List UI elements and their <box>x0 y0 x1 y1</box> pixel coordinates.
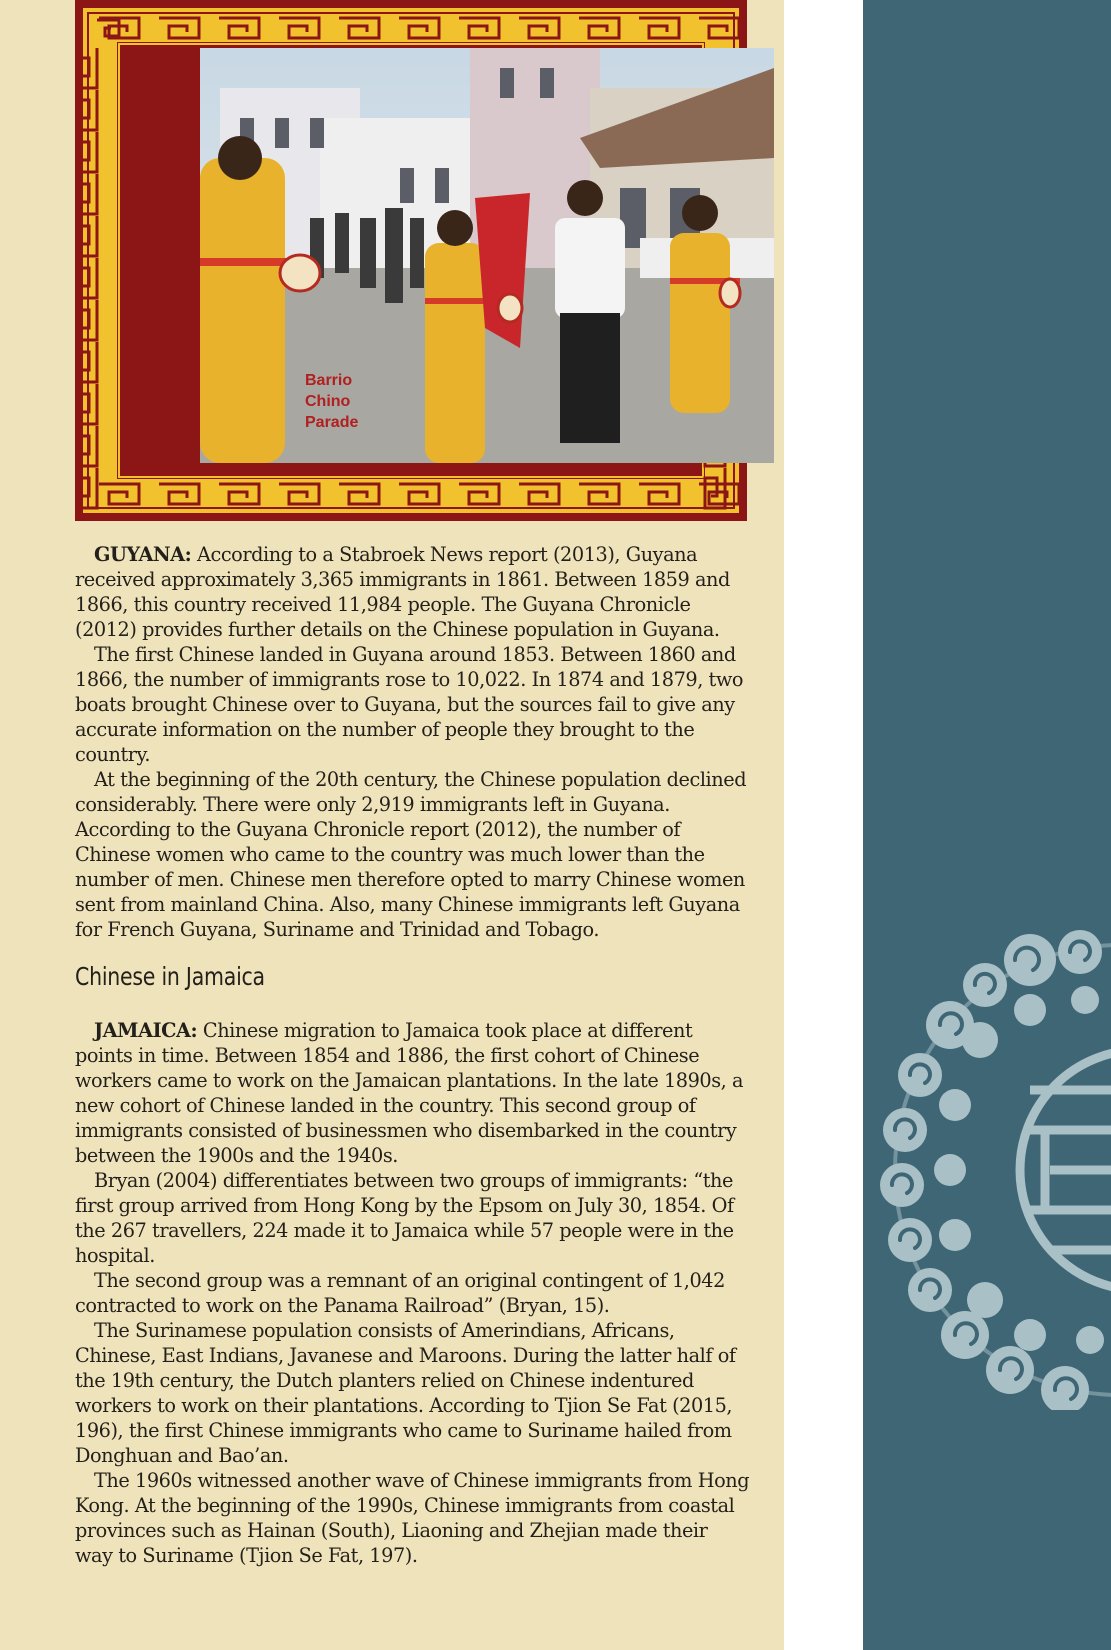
paragraph: The first Chinese landed in Guyana around 1853. Between 1860 and 1866, the number of immigrants rose to 10,022. In 1874 and 1879, two boats brought Chinese over to Guyana, but the sources fail to give any accurate information on the number of people they brought to the country. <box>75 643 744 766</box>
paragraph-text: Chinese migration to Jamaica took place at different points in time. Between 1854 and 1886, the first cohort of Chinese workers came to work on the Jamaican plantations. In the late 1890s, a new cohort of Chinese landed in the country. This second group of immigrants consisted of businessmen who disembarked in the country between the 1900s and the 1940s. <box>75 1019 744 1167</box>
photo-frame <box>75 0 747 521</box>
paragraph-text: According to a Stabroek News report (2013), Guyana received approximately 3,365 immigrants in 1861. Between 1859 and 1866, this country received 11,984 people. The Guyana Chronicle (2012) provides further details on the Chinese population in Guyana. <box>75 543 730 641</box>
photo-caption <box>305 370 358 433</box>
cloud-medallion-ornament <box>880 930 1111 1410</box>
paragraph: Bryan (2004) differentiates between two groups of immigrants: “the first group arrived from Hong Kong by the Epsom on July 30, 1854. Of the 267 travellers, 224 made it to Jamaica while 57 people were in the hospital. <box>75 1169 734 1267</box>
photo-caption-line: Chino <box>305 393 351 410</box>
jamaica-section <box>75 1018 750 1568</box>
section-heading: Chinese in Jamaica <box>75 962 265 991</box>
parade-photo <box>200 48 774 463</box>
paragraph: At the beginning of the 20th century, the Chinese population declined considerably. There were only 2,919 immigrants left in Guyana. According to the Guyana Chronicle report (2012), the number of Chinese women who came to the country was much lower than the number of men. Chinese men therefore opted to marry Chinese women sent from mainland China. Also, many Chinese immigrants left Guyana for French Guyana, Suriname and Trinidad and Tobago. <box>75 768 747 941</box>
photo-caption-line: Parade <box>305 414 359 431</box>
paragraph: The 1960s witnessed another wave of Chinese immigrants from Hong Kong. At the beginning of the 1990s, Chinese immigrants from coastal provinces such as Hainan (South), Liaoning and Zhejian made their way to Suriname (Tjion Se Fat, 197). <box>75 1469 750 1567</box>
paragraph-lead: GUYANA: <box>94 543 192 566</box>
paragraph: The second group was a remnant of an original contingent of 1,042 contracted to work on the Panama Railroad” (Bryan, 15). <box>75 1269 725 1317</box>
photo-caption-line: Barrio <box>305 372 353 389</box>
guyana-section <box>75 542 750 942</box>
paragraph: The Surinamese population consists of Amerindians, Africans, Chinese, East Indians, Javanese and Maroons. During the latter half of the 19th century, the Dutch planters relied on Chinese indentured workers to work on their plantations. According to Tjion Se Fat (2015, 196), the first Chinese immigrants who came to Suriname hailed from Donghuan and Bao’an. <box>75 1319 736 1467</box>
paragraph <box>75 542 750 642</box>
paragraph <box>75 1018 750 1168</box>
page-gutter <box>784 0 863 1650</box>
paragraph-lead: JAMAICA: <box>94 1019 198 1042</box>
